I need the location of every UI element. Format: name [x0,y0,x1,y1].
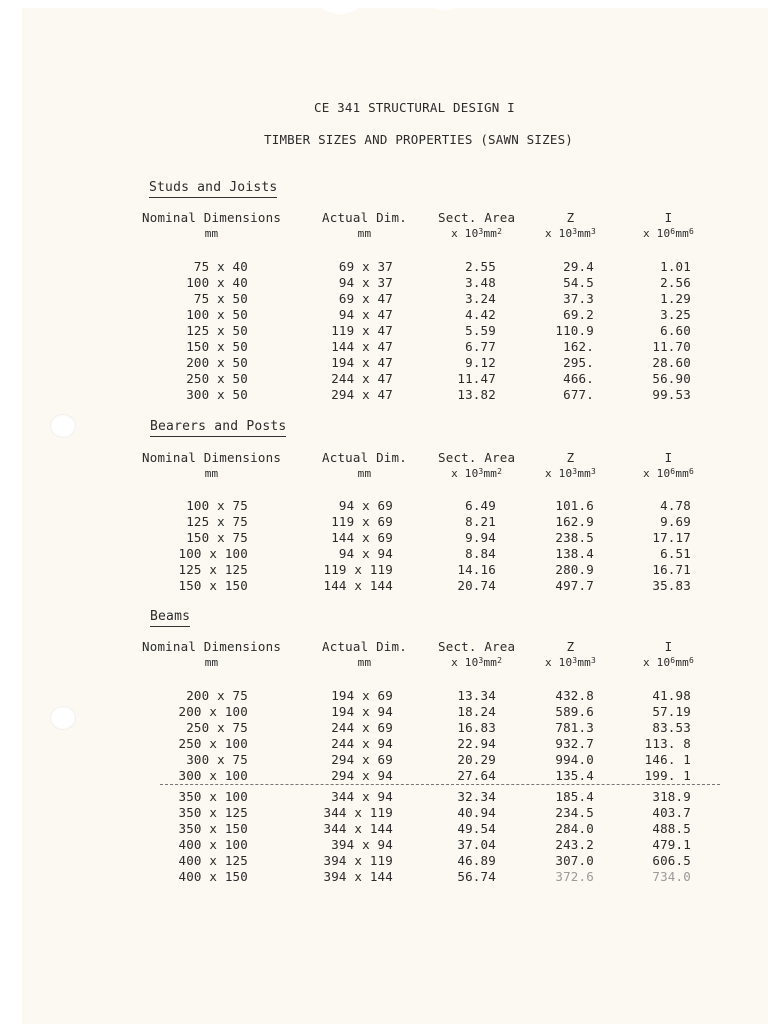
nominal-dim-cell: 100 x 50 [186,307,248,322]
section-area-cell: 16.83 [457,720,496,735]
z-modulus-cell: 243.2 [555,837,594,852]
section-area-cell: 49.54 [457,821,496,836]
actual-dim-cell: 294 x 94 [331,768,393,783]
actual-dim-cell: 344 x 94 [331,789,393,804]
nominal-header-unit-part: mm [204,467,219,480]
i-header-label: I [664,450,673,465]
nominal-dim-cell: 250 x 100 [178,736,248,751]
actual-dim-cell: 194 x 69 [331,688,393,703]
section-area-cell: 13.34 [457,688,496,703]
actual-dim-cell: 194 x 94 [331,704,393,719]
nominal-dim-cell: 250 x 50 [186,371,248,386]
i-moment-cell: 318.9 [652,789,691,804]
z-modulus-cell: 234.5 [555,805,594,820]
i-moment-cell: 3.25 [660,307,691,322]
z-header-unit [545,655,596,671]
nominal-dim-cell: 400 x 100 [178,837,248,852]
section-area-cell: 20.29 [457,752,496,767]
z-header-unit-part: mm [577,227,591,240]
i-moment-cell: 113. 8 [644,736,691,751]
nominal-header-unit [142,655,281,671]
area-header-unit-part: mm [483,227,498,240]
actual-dim-cell: 344 x 119 [323,805,393,820]
actual-header-label: Actual Dim. [322,639,407,654]
section-heading: Studs and Joists [149,180,277,198]
actual-dim-cell: 69 x 37 [338,259,393,274]
area-header-unit-part: mm [483,467,498,480]
punch-hole [50,706,76,730]
nominal-header-label: Nominal Dimensions [142,210,282,225]
nominal-dim-cell: 300 x 100 [178,768,248,783]
i-moment-cell: 41.98 [652,688,691,703]
section-area-cell: 32.34 [457,789,496,804]
i-header-unit-part: x 10 [643,467,671,480]
actual-dim-cell: 94 x 47 [338,307,393,322]
actual-dim-cell: 69 x 47 [338,291,393,306]
section-area-cell: 8.21 [465,514,496,529]
i-header-label: I [664,210,673,225]
area-header-unit-part: x 10 [451,467,479,480]
i-moment-cell: 6.60 [660,323,691,338]
section-area-cell: 9.94 [465,530,496,545]
section-area-cell: 46.89 [457,853,496,868]
section-area-cell: 11.47 [457,371,496,386]
i-moment-cell: 606.5 [652,853,691,868]
actual-dim-cell: 94 x 69 [338,498,393,513]
section-heading: Bearers and Posts [150,419,286,437]
i-moment-cell: 17.17 [652,530,691,545]
i-moment-cell: 35.83 [652,578,691,593]
z-header [545,450,596,482]
z-header-label: Z [566,639,575,654]
z-modulus-cell: 54.5 [563,275,594,290]
nominal-dim-cell: 350 x 150 [178,821,248,836]
course-title: CE 341 STRUCTURAL DESIGN I [314,100,515,115]
section-area-cell: 4.42 [465,307,496,322]
section-area-cell: 6.49 [465,498,496,513]
i-header [643,639,694,671]
i-moment-cell: 57.19 [652,704,691,719]
i-moment-cell: 56.90 [652,371,691,386]
z-modulus-cell: 135.4 [555,768,594,783]
z-modulus-cell: 101.6 [555,498,594,513]
area-header-unit [438,655,515,671]
z-header-unit [545,466,596,482]
section-area-cell: 40.94 [457,805,496,820]
area-header [438,639,515,671]
z-modulus-cell: 110.9 [555,323,594,338]
nominal-header [142,210,281,242]
section-area-cell: 6.77 [465,339,496,354]
z-modulus-cell: 284.0 [555,821,594,836]
i-header-unit-part: 6 [688,227,695,236]
z-modulus-cell: 677. [563,387,594,402]
z-header-unit-part: x 10 [545,656,573,669]
i-moment-cell: 1.29 [660,291,691,306]
z-header-label: Z [566,450,575,465]
area-header-unit-part: 3 [478,467,484,476]
nominal-dim-cell: 125 x 50 [186,323,248,338]
actual-dim-cell: 294 x 47 [331,387,393,402]
section-area-cell: 18.24 [457,704,496,719]
z-header-unit-part: 3 [572,656,578,665]
area-header-label: Sect. Area [438,210,516,225]
actual-dim-cell: 94 x 94 [338,546,393,561]
actual-dim-cell: 144 x 69 [331,530,393,545]
section-area-cell: 14.16 [457,562,496,577]
z-modulus-cell: 372.6 [555,869,594,884]
z-header [545,210,596,242]
i-moment-cell: 1.01 [660,259,691,274]
actual-header-label: Actual Dim. [322,450,407,465]
nominal-dim-cell: 75 x 50 [193,291,248,306]
i-header-unit [643,226,694,242]
i-header [643,210,694,242]
nominal-dim-cell: 400 x 125 [178,853,248,868]
i-header-unit-part: 6 [688,656,695,665]
i-header-unit-part: 6 [670,227,676,236]
area-header [438,450,515,482]
i-moment-cell: 6.51 [660,546,691,561]
z-modulus-cell: 994.0 [555,752,594,767]
nominal-header [142,450,281,482]
nominal-header-unit [142,466,281,482]
section-area-cell: 37.04 [457,837,496,852]
i-moment-cell: 16.71 [652,562,691,577]
nominal-dim-cell: 100 x 100 [178,546,248,561]
actual-dim-cell: 294 x 69 [331,752,393,767]
z-modulus-cell: 781.3 [555,720,594,735]
row-divider [160,784,720,785]
section-area-cell: 20.74 [457,578,496,593]
z-modulus-cell: 138.4 [555,546,594,561]
section-area-cell: 5.59 [465,323,496,338]
nominal-dim-cell: 300 x 75 [186,752,248,767]
actual-dim-cell: 119 x 69 [331,514,393,529]
i-moment-cell: 403.7 [652,805,691,820]
actual-header [322,450,407,482]
section-area-cell: 9.12 [465,355,496,370]
i-header [643,450,694,482]
nominal-dim-cell: 125 x 125 [178,562,248,577]
i-moment-cell: 2.56 [660,275,691,290]
i-header-unit-part: 6 [670,467,676,476]
z-modulus-cell: 466. [563,371,594,386]
z-modulus-cell: 307.0 [555,853,594,868]
z-header-unit-part: 3 [590,467,597,476]
i-header-label: I [664,639,673,654]
area-header-unit [438,226,515,242]
z-header-unit-part: mm [577,656,591,669]
actual-dim-cell: 394 x 144 [323,869,393,884]
actual-dim-cell: 244 x 94 [331,736,393,751]
nominal-dim-cell: 75 x 40 [193,259,248,274]
i-moment-cell: 28.60 [652,355,691,370]
z-modulus-cell: 497.7 [555,578,594,593]
z-modulus-cell: 932.7 [555,736,594,751]
actual-header-unit-part: mm [357,656,372,669]
nominal-dim-cell: 200 x 50 [186,355,248,370]
area-header-unit-part: x 10 [451,656,479,669]
actual-header-label: Actual Dim. [322,210,407,225]
z-modulus-cell: 162.9 [555,514,594,529]
z-header [545,639,596,671]
actual-dim-cell: 144 x 144 [323,578,393,593]
i-moment-cell: 9.69 [660,514,691,529]
z-header-unit-part: 3 [590,227,597,236]
z-header-unit-part: 3 [590,656,597,665]
z-modulus-cell: 589.6 [555,704,594,719]
nominal-header-unit-part: mm [204,227,219,240]
z-modulus-cell: 280.9 [555,562,594,577]
section-area-cell: 2.55 [465,259,496,274]
nominal-header-unit [142,226,281,242]
actual-dim-cell: 244 x 47 [331,371,393,386]
section-area-cell: 3.48 [465,275,496,290]
area-header-unit-part: 2 [497,656,503,665]
i-moment-cell: 83.53 [652,720,691,735]
nominal-dim-cell: 300 x 50 [186,387,248,402]
area-header-unit-part: 3 [478,656,484,665]
i-header-unit-part: x 10 [643,656,671,669]
area-header [438,210,515,242]
nominal-dim-cell: 100 x 40 [186,275,248,290]
i-header-unit-part: 6 [670,656,676,665]
document-title: TIMBER SIZES AND PROPERTIES (SAWN SIZES) [264,132,574,147]
nominal-dim-cell: 400 x 150 [178,869,248,884]
nominal-header-label: Nominal Dimensions [142,639,282,654]
nominal-header-unit-part: mm [204,656,219,669]
nominal-dim-cell: 150 x 50 [186,339,248,354]
actual-dim-cell: 119 x 119 [323,562,393,577]
i-header-unit-part: 6 [688,467,695,476]
area-header-unit-part: x 10 [451,227,479,240]
section-area-cell: 27.64 [457,768,496,783]
z-header-unit-part: mm [577,467,591,480]
actual-dim-cell: 394 x 119 [323,853,393,868]
nominal-dim-cell: 200 x 75 [186,688,248,703]
i-moment-cell: 479.1 [652,837,691,852]
nominal-dim-cell: 150 x 75 [186,530,248,545]
i-moment-cell: 4.78 [660,498,691,513]
z-modulus-cell: 162. [563,339,594,354]
i-moment-cell: 99.53 [652,387,691,402]
i-header-unit-part: x 10 [643,227,671,240]
area-header-label: Sect. Area [438,450,516,465]
actual-header [322,210,407,242]
i-moment-cell: 146. 1 [644,752,691,767]
z-modulus-cell: 185.4 [555,789,594,804]
i-header-unit-part: mm [675,656,689,669]
i-moment-cell: 734.0 [652,869,691,884]
z-modulus-cell: 432.8 [555,688,594,703]
area-header-unit [438,466,515,482]
section-area-cell: 13.82 [457,387,496,402]
area-header-unit-part: 3 [478,227,484,236]
section-area-cell: 56.74 [457,869,496,884]
nominal-dim-cell: 150 x 150 [178,578,248,593]
actual-header [322,639,407,671]
i-moment-cell: 488.5 [652,821,691,836]
actual-header-unit-part: mm [357,227,372,240]
nominal-dim-cell: 200 x 100 [178,704,248,719]
i-header-unit [643,466,694,482]
z-header-unit-part: 3 [572,467,578,476]
i-moment-cell: 11.70 [652,339,691,354]
punch-hole [50,414,76,438]
nominal-dim-cell: 250 x 75 [186,720,248,735]
actual-dim-cell: 244 x 69 [331,720,393,735]
z-modulus-cell: 29.4 [563,259,594,274]
nominal-header [142,639,281,671]
actual-dim-cell: 119 x 47 [331,323,393,338]
area-header-label: Sect. Area [438,639,516,654]
z-modulus-cell: 238.5 [555,530,594,545]
z-header-unit-part: x 10 [545,227,573,240]
section-area-cell: 22.94 [457,736,496,751]
z-header-unit-part: 3 [572,227,578,236]
z-modulus-cell: 69.2 [563,307,594,322]
nominal-dim-cell: 350 x 100 [178,789,248,804]
actual-dim-cell: 194 x 47 [331,355,393,370]
actual-dim-cell: 394 x 94 [331,837,393,852]
nominal-header-label: Nominal Dimensions [142,450,282,465]
nominal-dim-cell: 350 x 125 [178,805,248,820]
i-moment-cell: 199. 1 [644,768,691,783]
actual-header-unit [322,466,407,482]
section-area-cell: 3.24 [465,291,496,306]
section-heading: Beams [150,609,190,627]
actual-dim-cell: 144 x 47 [331,339,393,354]
actual-dim-cell: 94 x 37 [338,275,393,290]
actual-header-unit-part: mm [357,467,372,480]
i-header-unit [643,655,694,671]
z-header-label: Z [566,210,575,225]
i-header-unit-part: mm [675,467,689,480]
nominal-dim-cell: 100 x 75 [186,498,248,513]
z-header-unit [545,226,596,242]
area-header-unit-part: 2 [497,467,503,476]
z-modulus-cell: 37.3 [563,291,594,306]
nominal-dim-cell: 125 x 75 [186,514,248,529]
actual-dim-cell: 344 x 144 [323,821,393,836]
z-modulus-cell: 295. [563,355,594,370]
area-header-unit-part: mm [483,656,498,669]
area-header-unit-part: 2 [497,227,503,236]
section-area-cell: 8.84 [465,546,496,561]
actual-header-unit [322,655,407,671]
z-header-unit-part: x 10 [545,467,573,480]
actual-header-unit [322,226,407,242]
i-header-unit-part: mm [675,227,689,240]
